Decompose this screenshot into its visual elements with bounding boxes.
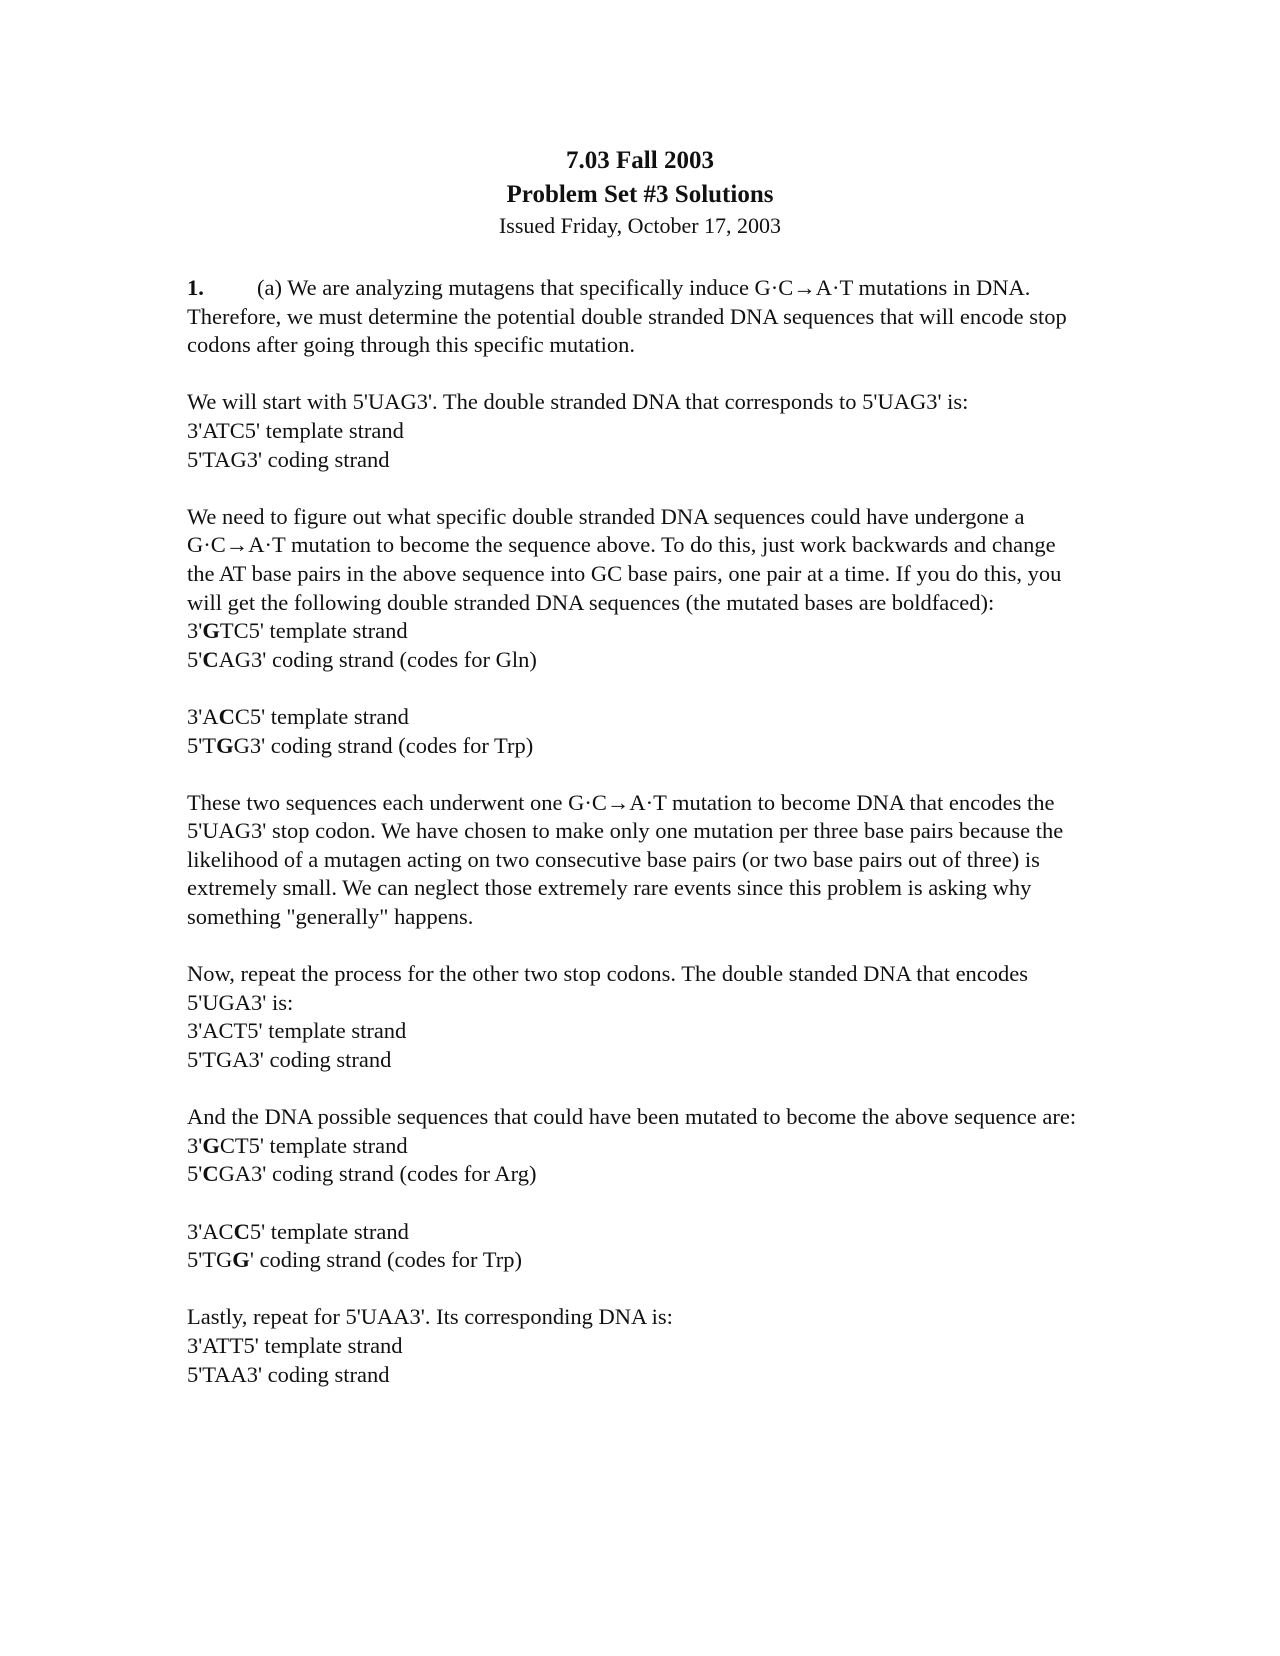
uga-intro: Now, repeat the process for the other two stop codons. The double standed DNA that encodes 5'UGA3' is: bbox=[187, 961, 1029, 1015]
course-title: 7.03 Fall 2003 bbox=[566, 147, 714, 174]
seq-a-template: 3'GTC5' template strand bbox=[187, 618, 408, 644]
mutated-base: G bbox=[232, 1247, 250, 1273]
mutated-base: C bbox=[202, 646, 219, 672]
uaa-template-strand: 3'ATT5' template strand bbox=[187, 1332, 403, 1358]
seq-c-coding: 5'CGA3' coding strand (codes for Arg) bbox=[187, 1161, 537, 1187]
uag-coding-strand: 5'TAG3' coding strand bbox=[187, 446, 390, 472]
seq-b-coding: 5'TGG3' coding strand (codes for Trp) bbox=[187, 732, 534, 758]
uaa-intro: Lastly, repeat for 5'UAA3'. Its corresponding DNA is: bbox=[187, 1304, 673, 1330]
mutated-base: G bbox=[202, 1132, 220, 1158]
work-backwards-paragraph: We need to figure out what specific double stranded DNA sequences could have undergone a G·C→A·T mutation to become the sequence above. To do this, just work backwards and change the AT base pairs in the above sequence into GC base pairs, one pair at a time. If you do this, you will get the following double stranded DNA sequences (the mutated bases are boldfaced): bbox=[187, 503, 1062, 615]
uag-template-strand: 3'ATC5' template strand bbox=[187, 417, 404, 443]
paragraph-intro bbox=[187, 274, 1077, 360]
mutated-base: G bbox=[202, 618, 220, 644]
issued-date: Issued Friday, October 17, 2003 bbox=[498, 213, 782, 238]
seq-b-template: 3'ACC5' template strand bbox=[187, 703, 409, 729]
seq-d-coding: 5'TGG' coding strand (codes for Trp) bbox=[187, 1247, 522, 1273]
possible-sequences-intro: And the DNA possible sequences that could have been mutated to become the above sequence are: bbox=[187, 1104, 1077, 1130]
uaa-coding-strand: 5'TAA3' coding strand bbox=[187, 1361, 390, 1387]
uga-coding-strand: 5'TGA3' coding strand bbox=[187, 1047, 392, 1073]
problem-set-title: Problem Set #3 Solutions bbox=[506, 181, 774, 208]
document-header bbox=[0, 144, 1280, 240]
uag-intro: We will start with 5'UAG3'. The double stranded DNA that corresponds to 5'UAG3' is: bbox=[187, 389, 969, 415]
seq-a-coding: 5'CAG3' coding strand (codes for Gln) bbox=[187, 646, 537, 672]
mutated-base: C bbox=[218, 703, 235, 729]
mutated-base: G bbox=[216, 732, 234, 758]
mutated-base: C bbox=[202, 1161, 219, 1187]
problem-number: 1. bbox=[187, 275, 204, 300]
uga-template-strand: 3'ACT5' template strand bbox=[187, 1018, 407, 1044]
document-body bbox=[187, 274, 1077, 1389]
mutation-explanation-paragraph: These two sequences each underwent one G·C→A·T mutation to become DNA that encodes the 5'UAG3' stop codon. We have chosen to make only one mutation per three base pairs because the likelihood of a mutagen acting on two consecutive base pairs (or two base pairs out of three) is extremely small. We can neglect those extremely rare events since this problem is asking why something "generally" happens. bbox=[187, 789, 1064, 930]
seq-d-template: 3'ACC5' template strand bbox=[187, 1218, 409, 1244]
seq-c-template: 3'GCT5' template strand bbox=[187, 1132, 408, 1158]
paragraph-intro-text: (a) We are analyzing mutagens that specifically induce G·C→A·T mutations in DNA. Therefore, we must determine the potential double stranded DNA sequences that will encode stop codons after going through this specific mutation. bbox=[187, 275, 1067, 358]
mutated-base: C bbox=[233, 1218, 250, 1244]
